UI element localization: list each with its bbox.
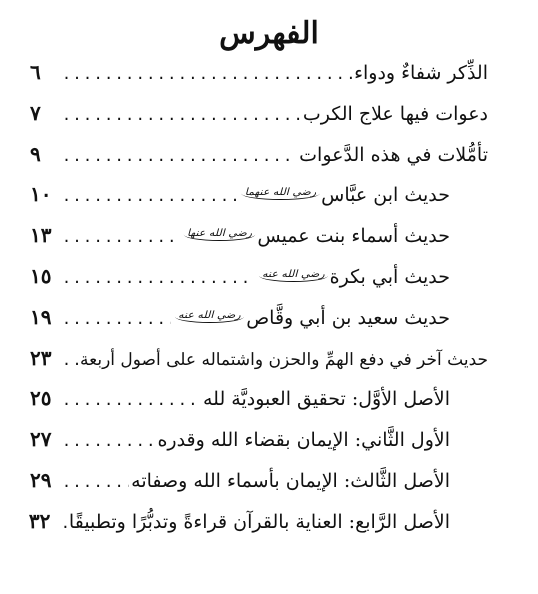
toc-entry-title [238,184,488,206]
toc-entry-title: الأصل الأوَّل: تحقيق العبوديَّة لله [202,388,450,411]
toc-entry-title: دعوات فيها علاج الكرب [302,102,488,125]
toc-entry-page-number: ٩ [30,141,41,166]
toc-entry-page-number: ٧ [30,100,41,125]
dot-leader [56,187,238,205]
toc-entry [30,427,488,468]
toc-entry-title-text: حديث ابن عبَّاس [321,184,450,207]
dot-leader [56,228,180,246]
toc-entry [30,182,488,223]
toc-entry-page-number: ٣٢ [28,508,51,533]
toc-entry [30,346,488,387]
toc-entry-title: حديث آخر في دفع الهمِّ والحزن واشتماله على أصول أربعة [80,349,488,370]
toc-entry-title [171,307,488,329]
dot-leader [56,147,297,165]
toc-entry [30,386,488,427]
toc-entry [30,101,488,142]
toc-entry-title: الأصل الثَّالث: الإيمان بأسماء الله وصفاته [131,469,450,492]
toc-entry-page-number: ١٣ [30,223,52,248]
dot-leader [56,106,301,124]
toc-entry-title: الذِّكر شفاءٌ ودواء [354,62,488,84]
toc-entry [30,142,488,183]
toc-entry-page-number: ١٥ [30,263,52,288]
dot-leader [56,65,352,83]
honorific-glyph: رضي الله عنهما [242,187,320,200]
toc-entry-title [180,225,488,247]
toc-entry [30,264,488,305]
honorific-glyph: رضي الله عنها [184,228,256,241]
toc-entry [30,223,488,264]
toc-entry-title [255,266,488,288]
dot-leader [56,391,201,409]
toc-entry [30,60,488,101]
toc-entry-page-number: ٢٩ [30,467,52,492]
honorific-glyph: رضي الله عنه [175,310,244,323]
toc-entry-title-text: حديث أسماء بنت عميس [257,225,450,248]
toc-entry-title: الأول الثَّاني: الإيمان بقضاء الله وقدره [157,429,450,452]
toc-entry-title: تأمُّلات في هذه الدَّعوات [299,143,488,166]
dot-leader [56,351,78,369]
toc-entry-page-number: ٢٥ [30,386,52,411]
toc-entry-title: الأصل الرَّابع: العناية بالقرآن قراءةً وتدبُّرًا وتطبيقًا [68,510,450,533]
toc-entry-page-number: ٦ [30,60,41,84]
toc-entry-title-text: حديث أبي بكرة [329,265,450,288]
dot-leader [56,269,255,287]
toc-entry-page-number: ٢٧ [30,427,52,452]
honorific-glyph: رضي الله عنه [259,269,328,282]
page-title: الفهرس [219,16,319,51]
dot-leader [56,473,129,491]
toc-entry [30,468,488,509]
dot-leader [56,310,171,328]
toc-entry-page-number: ١٠ [30,182,52,207]
dot-leader [56,432,155,450]
dot-leader [55,514,67,532]
toc-entry [30,305,488,346]
toc-entry-page-number: ١٩ [30,304,52,329]
toc-entry-page-number: ٢٣ [30,345,52,370]
table-of-contents [30,60,488,550]
toc-entry-title-text: حديث سعيد بن أبي وقَّاص [246,306,450,329]
toc-entry [30,509,488,550]
